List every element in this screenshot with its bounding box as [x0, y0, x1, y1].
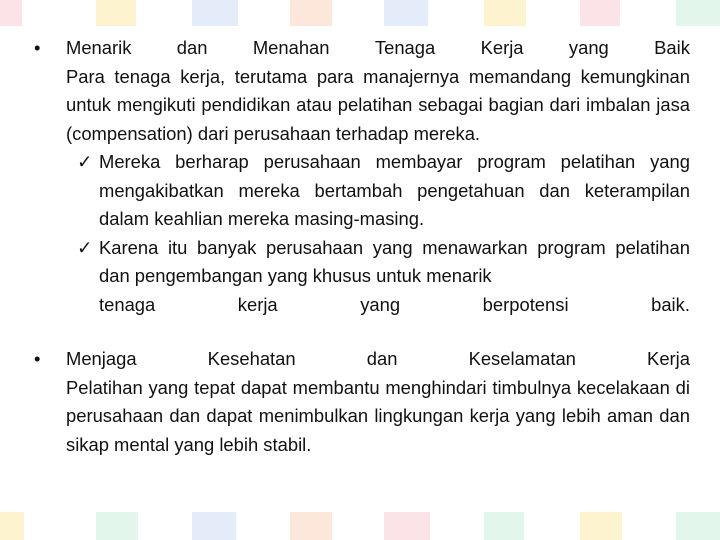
decor-block	[676, 512, 720, 540]
heading-word: dan	[176, 37, 208, 58]
heading-word: Menahan	[252, 37, 330, 58]
decor-block	[290, 512, 332, 540]
bullet-section	[30, 345, 690, 459]
heading-word: Menjaga	[66, 348, 137, 369]
text-word: berpotensi	[482, 293, 569, 315]
heading-word: Tenaga	[374, 37, 436, 58]
decor-block	[384, 0, 428, 26]
heading-word: Baik	[654, 37, 690, 58]
decor-block	[0, 0, 22, 26]
bullet-marker: •	[34, 37, 41, 58]
checkmark-icon: ✓	[77, 236, 93, 258]
bullet-section	[30, 34, 690, 319]
decor-block	[676, 0, 720, 26]
decor-block	[0, 512, 24, 540]
decor-block	[290, 0, 332, 26]
heading-word: dan	[366, 348, 398, 369]
heading-word: yang	[568, 37, 609, 58]
decor-block	[484, 0, 526, 26]
heading-word: Kerja	[647, 348, 690, 369]
decor-block	[580, 0, 620, 26]
decor-block	[484, 512, 524, 540]
decor-block	[192, 0, 238, 26]
checkmark-icon: ✓	[77, 151, 93, 172]
heading-word: Keselamatan	[468, 348, 576, 369]
check-item-last-line	[99, 291, 690, 320]
check-item	[66, 234, 690, 320]
decor-block	[192, 512, 236, 540]
decor-block	[96, 512, 138, 540]
section-heading	[66, 34, 690, 63]
decor-block	[384, 512, 430, 540]
heading-word: Kerja	[480, 37, 524, 58]
check-item	[66, 148, 690, 234]
section-heading	[66, 345, 690, 374]
text-word: baik.	[651, 293, 690, 315]
section-paragraph: Pelatihan yang tepat dapat membantu menghindari timbulnya kecelakaan di perusahaan dan dapat menimbulkan lingkungan kerja yang lebih aman dan sikap mental yang lebih stabil.	[66, 376, 690, 455]
text-word: yang	[360, 293, 401, 315]
heading-word: Menarik	[66, 37, 132, 58]
check-item-text: Mereka berharap perusahaan membayar program pelatihan yang mengakibatkan mereka bertambah pengetahuan dan keterampilan dalam keahlian mereka masing-masing.	[99, 151, 690, 229]
text-word: kerja	[237, 293, 278, 315]
decor-block	[96, 0, 136, 26]
bullet-marker: •	[34, 348, 41, 369]
heading-word: Kesehatan	[207, 348, 296, 369]
section-paragraph: Para tenaga kerja, terutama para manajernya memandang kemungkinan untuk mengikuti pendidikan atau pelatihan sebagai bagian dari imbalan jasa (compensation) dari perusahaan terhadap mereka.	[66, 65, 690, 144]
document-body	[30, 34, 690, 459]
check-item-text: Karena itu banyak perusahaan yang menawarkan program pelatihan dan pengembangan yang khusus untuk menarik	[99, 236, 690, 286]
decor-block	[580, 512, 622, 540]
text-word: tenaga	[99, 293, 156, 315]
